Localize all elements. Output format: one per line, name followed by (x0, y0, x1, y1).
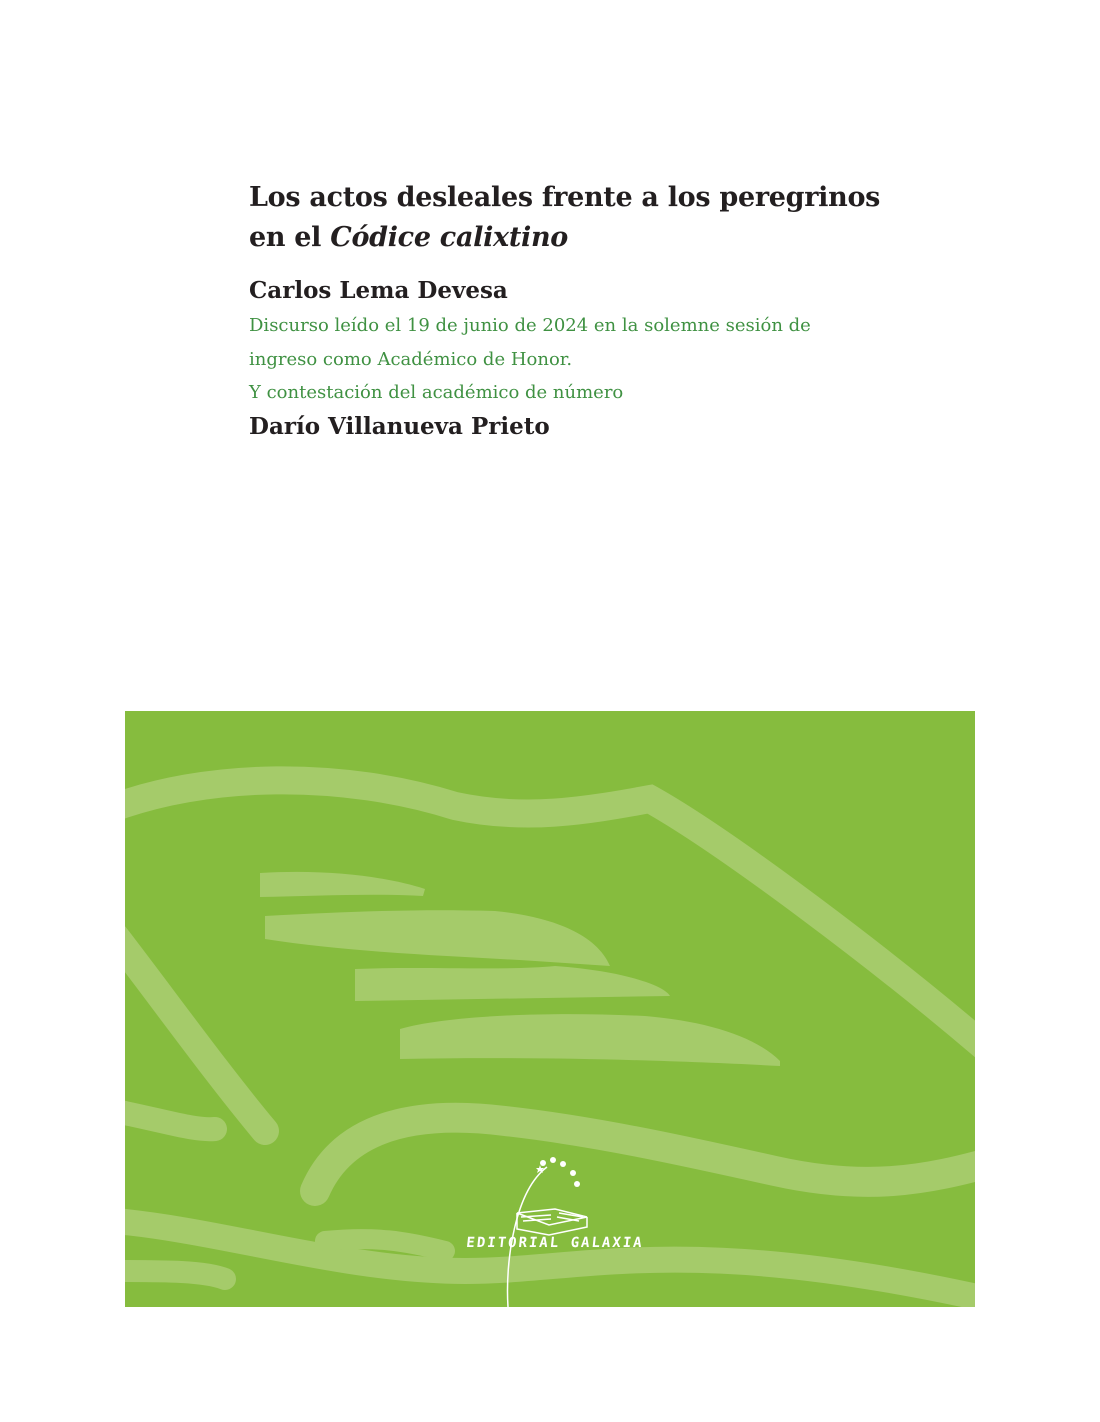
author-name: Carlos Lema Devesa (249, 277, 508, 304)
book-title-line2-prefix: en el (249, 222, 331, 253)
title-block (249, 178, 949, 444)
book-with-stars-icon (455, 1151, 655, 1307)
respondent-name: Darío Villanueva Prieto (249, 412, 550, 440)
book-title (249, 178, 949, 258)
description-line-3: Y contestación del académico de número (249, 382, 624, 403)
publisher-name: EDITORIAL GALAXIA (465, 1235, 645, 1251)
description-line-2: ingreso como Académico de Honor. (249, 348, 573, 370)
book-title-italic: Códice calixtino (330, 222, 569, 253)
cover-illustration-panel (125, 711, 975, 1307)
book-title-line1: Los actos desleales frente a los peregrinos (249, 182, 881, 213)
description-line-1: Discurso leído el 19 de junio de 2024 en la solemne sesión de (249, 315, 811, 336)
